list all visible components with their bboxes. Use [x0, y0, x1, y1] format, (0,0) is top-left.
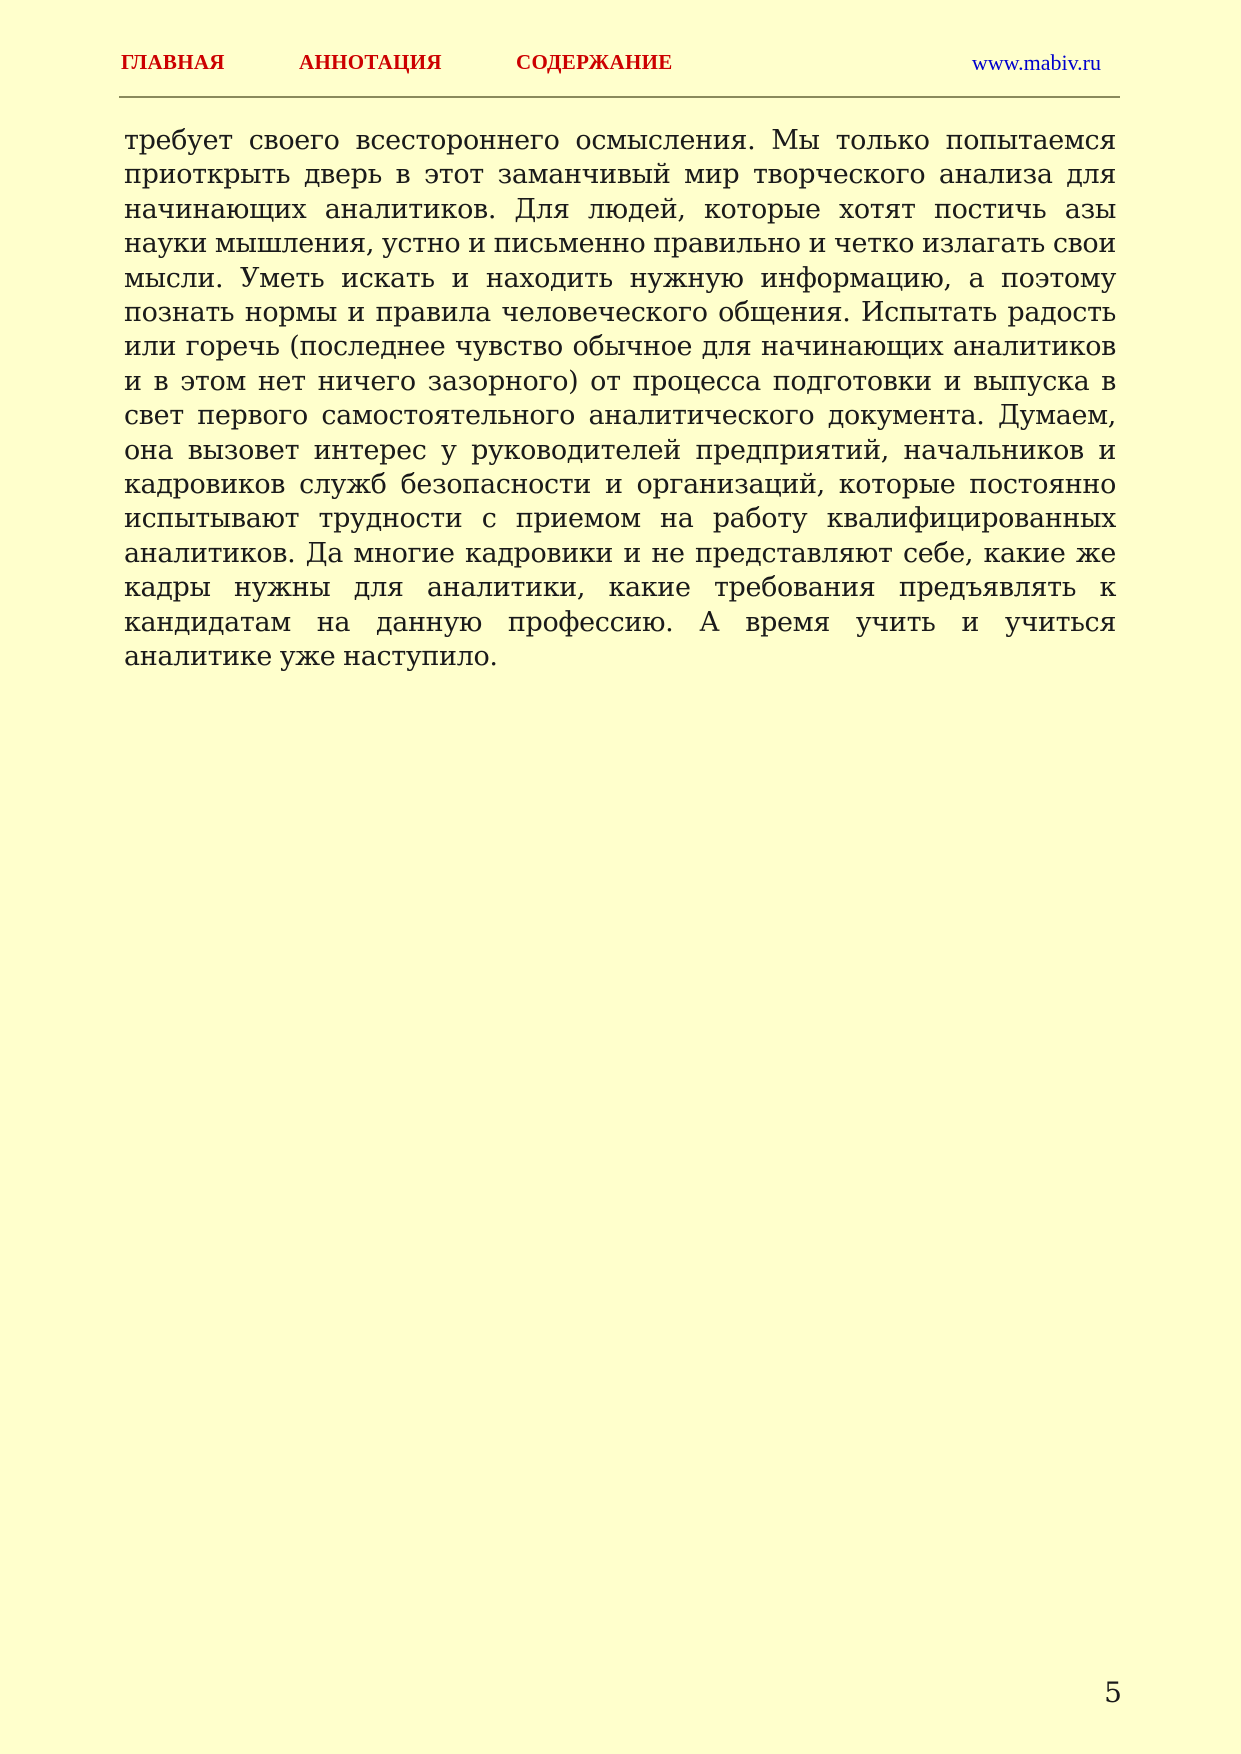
nav-link-home[interactable]: ГЛАВНАЯ [121, 50, 225, 74]
page-number: 5 [1104, 1676, 1122, 1709]
header-nav [121, 48, 1101, 78]
site-link[interactable]: www.mabiv.ru [971, 50, 1101, 75]
nav-link-annotation[interactable]: АННОТАЦИЯ [299, 50, 442, 74]
body-paragraph: требует своего всестороннего осмысления. Мы только попытаемся приоткрыть дверь в этот заманчивый мир творческого анализа для начинающих аналитиков. Для людей, которые хотят постичь азы науки мышления, устно и письменно правильно и четко излагать свои мысли. Уметь искать и находить нужную информацию, а поэтому познать нормы и правила человеческого общения. Испытать радость или горечь (последнее чувство обычное для начинающих аналитиков и в этом нет ничего зазорного) от процесса подготовки и выпуска в свет первого самостоятельного аналитического документа. Думаем, она вызовет интерес у руководителей предприятий, начальников и кадровиков служб безопасности и организаций, которые постоянно испытывают трудности с приемом на работу квалифицированных аналитиков. Да многие кадровики и не представляют себе, какие же кадры нужны для аналитики, какие требования предъявлять к кандидатам на данную профессию. А время учить и учиться аналитике уже наступило. [124, 125, 1116, 673]
header-divider [119, 96, 1120, 98]
nav-link-contents[interactable]: СОДЕРЖАНИЕ [516, 50, 673, 74]
